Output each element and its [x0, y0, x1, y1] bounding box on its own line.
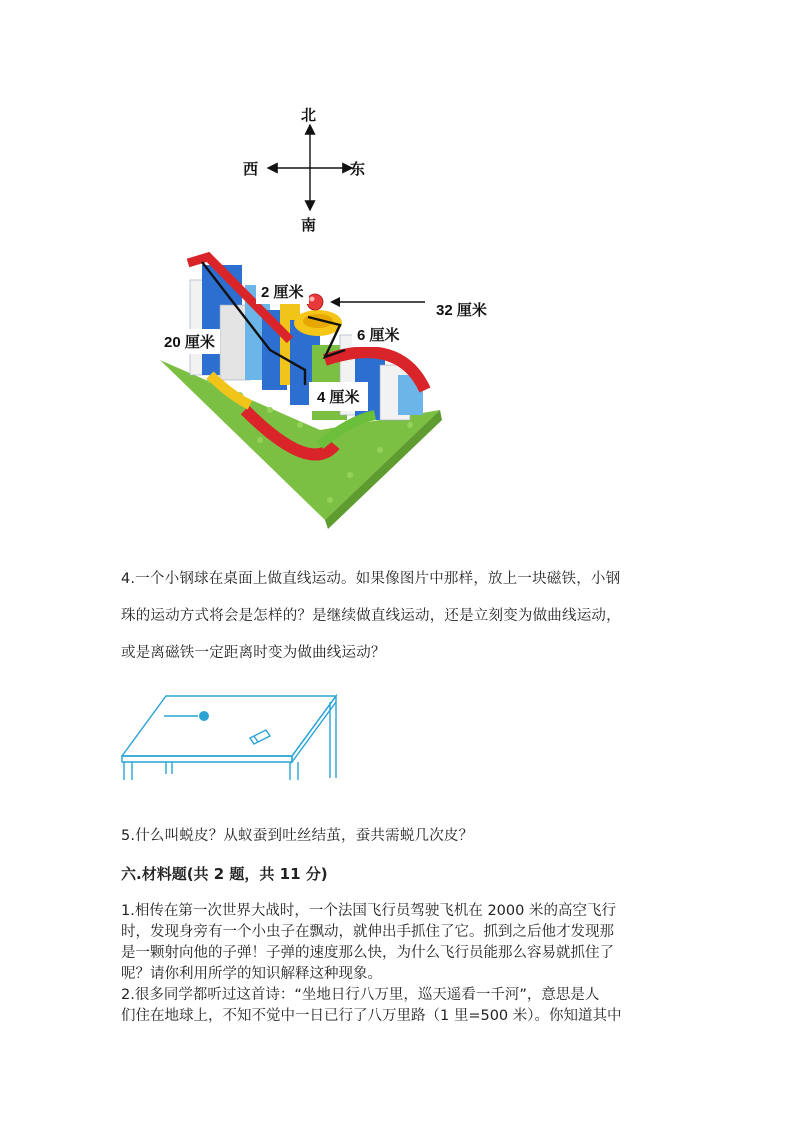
question-4-line-1: 4.一个小钢球在桌面上做直线运动。如果像图片中那样，放上一块磁铁，小钢 — [121, 571, 621, 587]
question-4-line-2: 珠的运动方式将会是怎样的？是继续做直线运动，还是立刻变为做曲线运动， — [121, 608, 621, 624]
material-question-1 — [121, 901, 681, 985]
compass — [230, 100, 390, 240]
compass-south-label: 南 — [301, 216, 317, 234]
dimension-label-32cm: 32 厘米 — [431, 297, 492, 322]
compass-east-label: 东 — [350, 160, 366, 178]
dimension-label-20cm: 20 厘米 — [159, 329, 220, 354]
material-1-line-4: 呢？请你利用所学的知识解释这种现象。 — [121, 966, 382, 982]
dimension-label-4cm: 4 厘米 — [309, 382, 368, 411]
material-1-line-1: 1.相传在第一次世界大战时，一个法国飞行员驾驶飞机在 2000 米的高空飞行 — [121, 903, 616, 919]
steel-ball-icon — [199, 711, 209, 721]
material-1-line-3: 是一颗射向他的子弹！子弹的速度那么快，为什么飞行员能那么容易就抓住了 — [121, 945, 614, 961]
section-6-title: 六.材料题(共 2 题，共 11 分) — [121, 865, 328, 883]
dimension-label-6cm: 6 厘米 — [352, 322, 405, 347]
table-magnet-figure — [118, 690, 343, 785]
material-question-2 — [121, 985, 681, 1027]
dimension-label-2cm: 2 厘米 — [256, 279, 309, 304]
marble-track-figure — [150, 245, 510, 530]
material-2-line-2: 们住在地球上，不知不觉中一日已行了八万里路（1 里=500 米）。你知道其中 — [121, 1008, 622, 1024]
question-4-line-3: 或是离磁铁一定距离时变为做曲线运动？ — [121, 645, 386, 661]
question-5: 5.什么叫蜕皮？从蚁蚕到吐丝结茧，蚕共需蜕几次皮？ — [121, 828, 474, 844]
compass-north-label: 北 — [301, 106, 317, 124]
material-1-line-2: 时，发现身旁有一个小虫子在飘动，就伸出手抓住了它。抓到之后他才发现那 — [121, 924, 614, 940]
compass-west-label: 西 — [243, 160, 259, 178]
material-2-line-1: 2.很多同学都听过这首诗：“坐地日行八万里，巡天遥看一千河”，意思是人 — [121, 987, 600, 1003]
table-magnet-illustration — [118, 690, 343, 785]
